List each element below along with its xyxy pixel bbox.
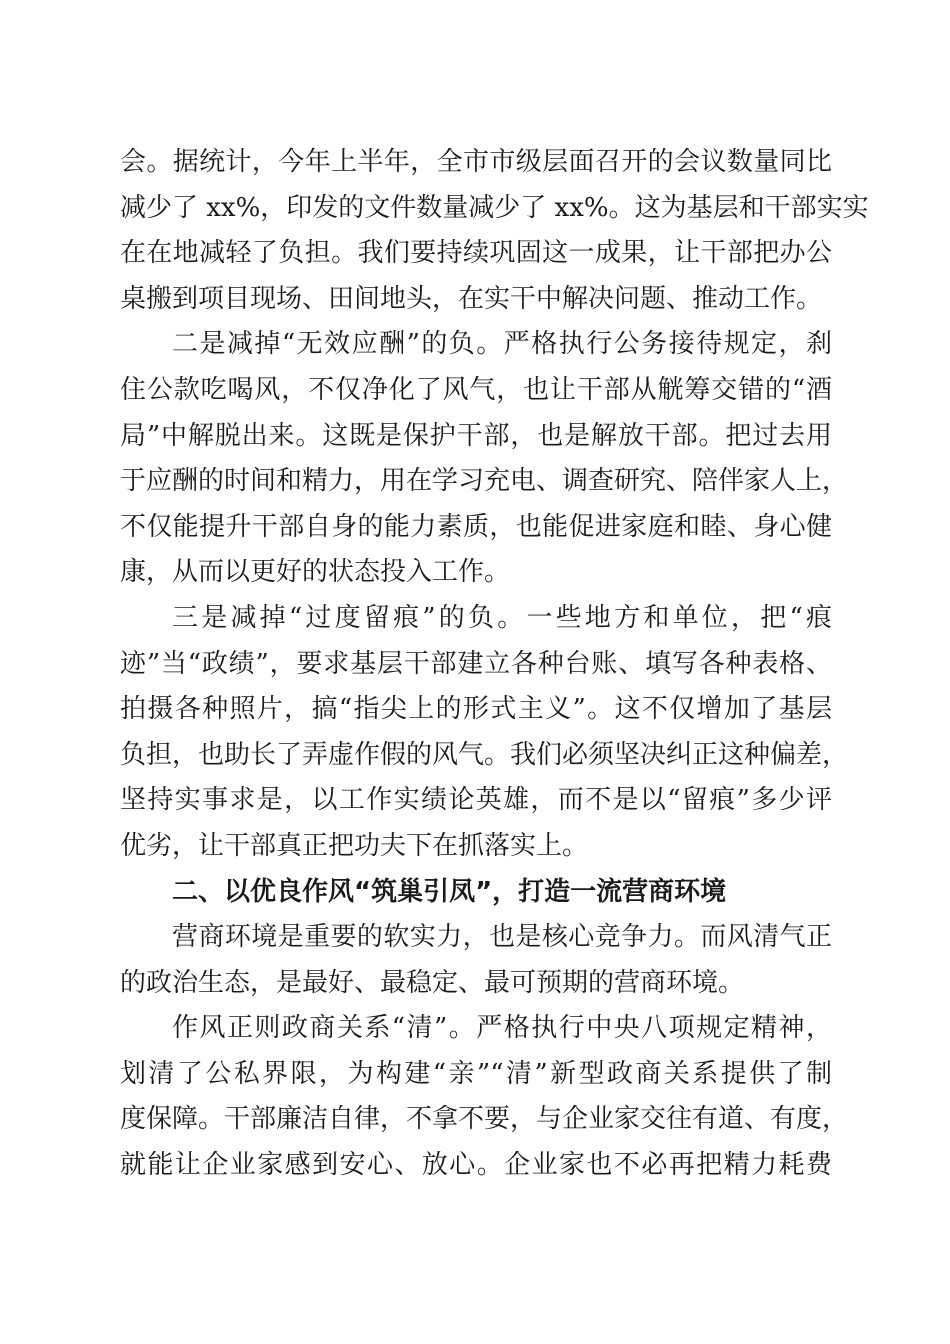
text-line: 桌搬到项目现场、田间地头，在实干中解决问题、推动工作。 [120,283,823,314]
heading-line: 二、以优良作风“筑巢引凤”，打造一流营商环境 [172,876,727,907]
paragraph [120,596,849,870]
text-line: 于应酬的时间和精力，用在学习充电、调查研究、陪伴家人上， [120,466,849,497]
text-line: 度保障。干部廉洁自律，不拿不要，与企业家交往有道、有度， [120,1104,849,1135]
text-line: 二是减掉“无效应酬”的负。严格执行公务接待规定，刹 [172,329,832,360]
text-line: 三是减掉“过度留痕”的负。一些地方和单位，把“痕 [172,602,832,633]
text-line: 康，从而以更好的状态投入工作。 [120,557,511,588]
section-heading [120,870,832,916]
text-line: 优劣，让干部真正把功夫下在抓落实上。 [120,830,589,861]
text-line: 拍摄各种照片，搞“指尖上的形式主义”。这不仅增加了基层 [120,694,832,725]
text-line: 的政治生态，是最好、最稳定、最可预期的营商环境。 [120,967,745,998]
text-line: 局”中解脱出来。这既是保护干部，也是解放干部。把过去用 [120,420,832,451]
text-line: 在在地减轻了负担。我们要持续巩固这一成果，让干部把办公 [120,238,832,269]
text-line: 不仅能提升干部自身的能力素质，也能促进家庭和睦、身心健 [120,511,832,542]
text-line: 住公款吃喝风，不仅净化了风气，也让干部从觥筹交错的“酒 [120,374,832,405]
text-line: 营商环境是重要的软实力，也是核心竞争力。而风清气正 [172,922,832,953]
paragraph [120,140,869,322]
text-line: 减少了 xx%，印发的文件数量减少了 xx%。这为基层和干部实实 [120,192,869,223]
paragraph [120,1006,849,1188]
paragraph [120,915,832,1006]
text-line: 坚持实事求是，以工作实绩论英雄，而不是以“留痕”多少评 [120,785,832,816]
text-line: 负担，也助长了弄虚作假的风气。我们必须坚决纠正这种偏差， [120,739,849,770]
text-line: 迹”当“政绩”，要求基层干部建立各种台账、填写各种表格、 [120,648,832,679]
text-line: 就能让企业家感到安心、放心。企业家也不必再把精力耗费 [120,1150,832,1181]
text-line: 划清了公私界限，为构建“亲”“清”新型政商关系提供了制 [120,1058,832,1089]
text-line: 会。据统计，今年上半年，全市市级层面召开的会议数量同比 [120,147,832,177]
paragraph [120,322,849,596]
document-body [120,140,869,1189]
text-line: 作风正则政商关系“清”。严格执行中央八项规定精神， [172,1013,832,1044]
